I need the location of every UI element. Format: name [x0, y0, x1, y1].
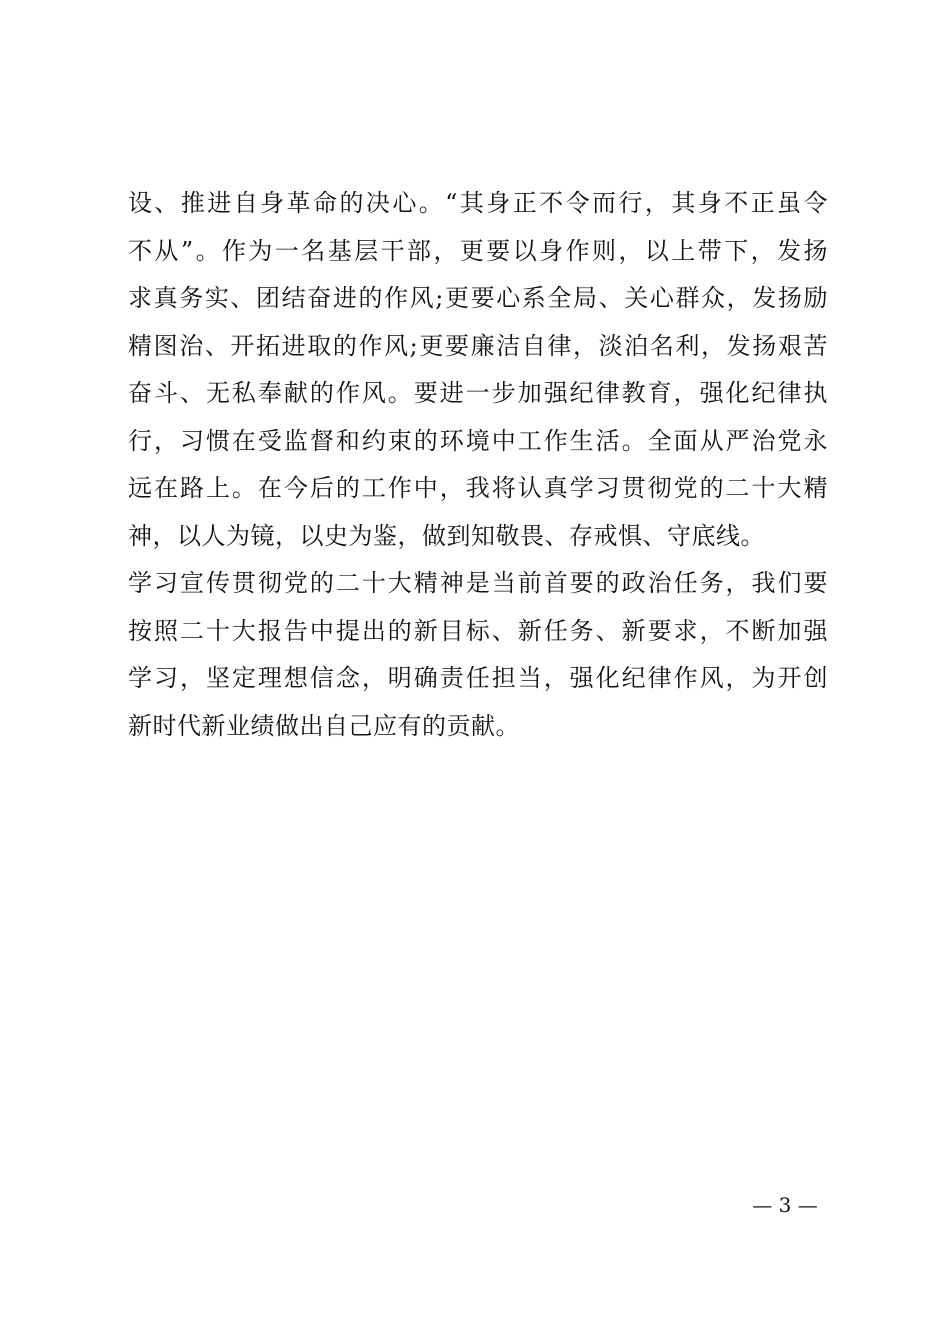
text-line: 学习宣传贯彻党的二十大精神是当前首要的政治任务，我们要: [128, 569, 828, 597]
document-body: [128, 180, 828, 750]
text-line: 求真务实、团结奋进的作风;更要心系全局、关心群众，发扬励: [128, 284, 828, 312]
text-line: 设、推进自身革命的决心。“其身正不令而行，其身不正虽令: [128, 189, 828, 217]
text-line: 神，以人为镜，以史为鉴，做到知敬畏、存戒惧、守底线。: [128, 521, 765, 550]
text-line: 学习，坚定理想信念，明确责任担当，强化纪律作风，为开创: [128, 664, 828, 692]
paragraph-1: [128, 180, 828, 560]
text-line: 精图治、开拓进取的作风;更要廉洁自律，淡泊名利，发扬艰苦: [128, 331, 828, 360]
text-line: 远在路上。在今后的工作中，我将认真学习贯彻党的二十大精: [128, 474, 828, 502]
text-line: 按照二十大报告中提出的新目标、新任务、新要求，不断加强: [128, 616, 828, 645]
page-number: — 3 —: [752, 1193, 818, 1217]
paragraph-2: [128, 560, 828, 750]
text-line: 不从”。作为一名基层干部，更要以身作则，以上带下，发扬: [128, 236, 828, 265]
text-line: 奋斗、无私奉献的作风。要进一步加强纪律教育，强化纪律执: [128, 379, 828, 407]
text-line: 行，习惯在受监督和约束的环境中工作生活。全面从严治党永: [128, 426, 828, 455]
text-line: 新时代新业绩做出自己应有的贡献。: [128, 711, 520, 740]
